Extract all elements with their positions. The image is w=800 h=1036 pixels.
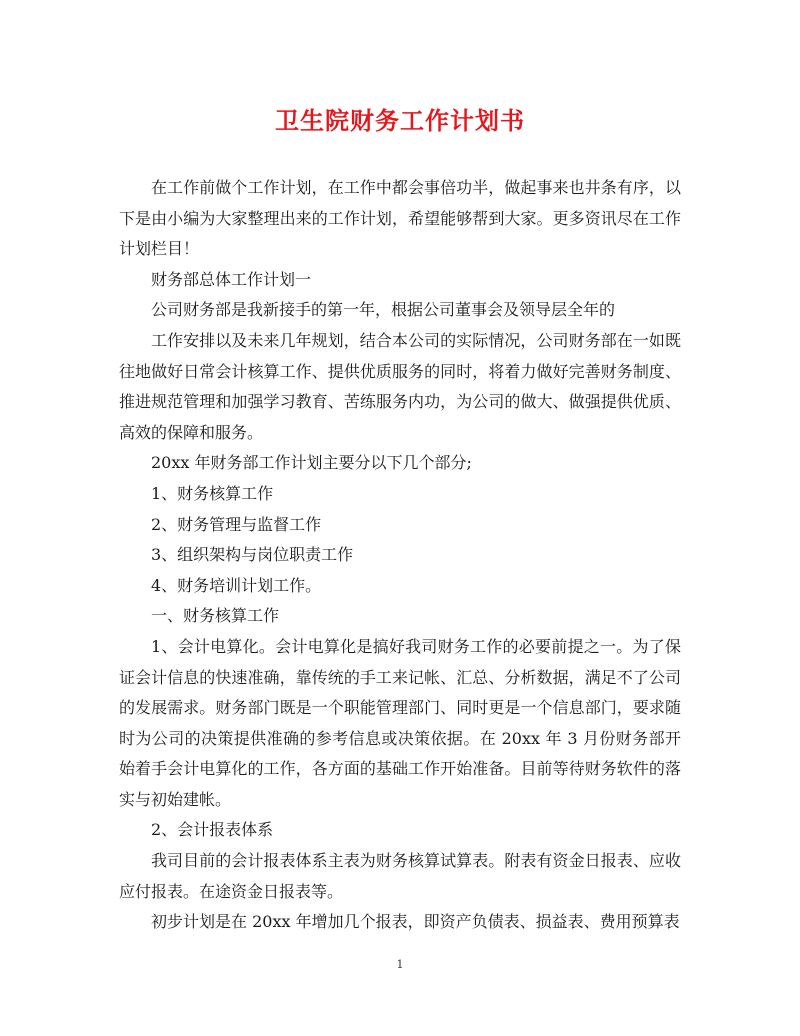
paragraph-intro: 在工作前做个工作计划，在工作中都会事倍功半，做起事来也井条有序，以下是由小编为大家整理出来的工作计划，希望能够帮到大家。更多资讯尽在工作计划栏目！ (119, 178, 681, 259)
paragraph-report-system: 我司目前的会计报表体系主表为财务核算试算表。附表有资金日报表、应收应付报表。在途资金日报表等。 (119, 851, 681, 901)
list-item-4: 4、财务培训计划工作。 (151, 575, 322, 595)
paragraph-work-arrangement: 工作安排以及未来几年规划，结合本公司的实际情况，公司财务部在一如既往地做好日常会计核算工作、提供优质服务的同时，将着力做好完善财务制度、推进规范管理和加强学习教育、苦练服务内功，为公司的做大、做强提供优质、高效的保障和服务。 (119, 330, 681, 442)
section-heading-accounting: 一、财务核算工作 (151, 606, 280, 626)
paragraph-finance-dept: 公司财务部是我新接手的第一年，根据公司董事会及领导层全年的 (151, 300, 616, 320)
document-title: 卫生院财务工作计划书 (275, 106, 525, 135)
paragraph-heading-plan: 财务部总体工作计划一 (151, 269, 312, 289)
paragraph-plan-parts: 20xx 年财务部工作计划主要分以下几个部分; (151, 453, 472, 473)
page-number: 1 (396, 958, 404, 971)
list-item-1: 1、财务核算工作 (151, 483, 274, 503)
list-item-3: 3、组织架构与岗位职责工作 (151, 545, 354, 565)
paragraph-computerization: 1、会计电算化。会计电算化是搞好我司财务工作的必要前提之一。为了保证会计信息的快速准确，靠传统的手工来记帐、汇总、分析数据，满足不了公司的发展需求。财务部门既是一个职能管理部门、同时更是一个信息部门，要求随时为公司的决策提供准确的参考信息或决策依据。在 20xx 年 3 月份财务部开始着手会计电算化的工作，各方面的基础工作开始准备。目前等待财务软件的落实与初始建帐。 (119, 636, 681, 809)
list-item-2: 2、财务管理与监督工作 (151, 514, 322, 534)
document-body (119, 173, 681, 938)
paragraph-initial-plan: 初步计划是在 20xx 年增加几个报表，即资产负债表、损益表、费用预算表 (151, 912, 680, 932)
subheading-report-system: 2、会计报表体系 (151, 820, 274, 840)
